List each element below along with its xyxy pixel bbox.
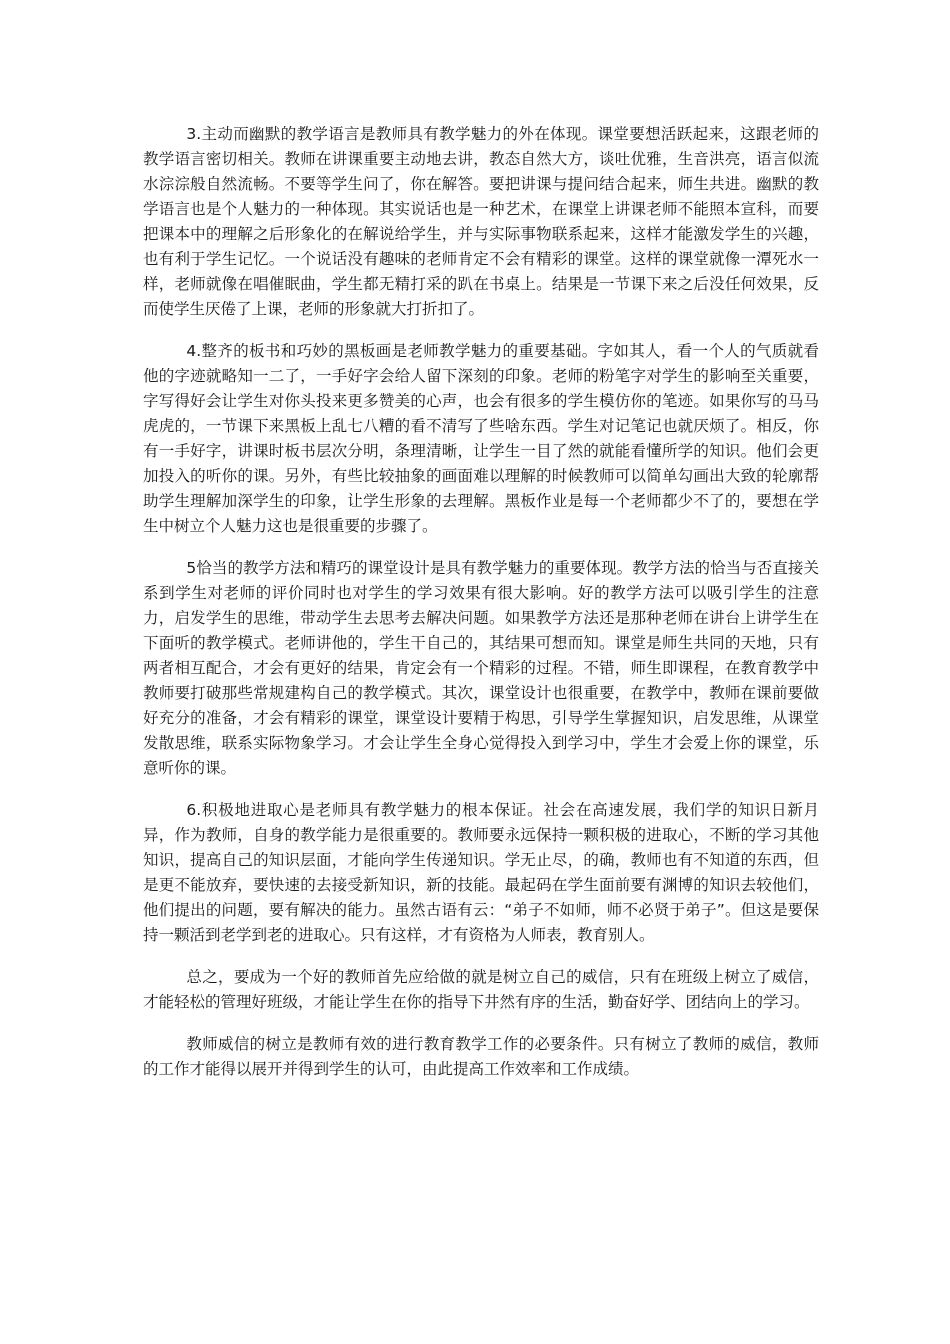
paragraph-5-teaching-methods: 5恰当的教学方法和精巧的课堂设计是具有教学魅力的重要体现。教学方法的恰当与否直接关系到学生对老师的评价同时也对学生的学习效果有很大影响。好的教学方法可以吸引学生的注意力，启发学生的思维，带动学生去思考去解决问题。如果教学方法还是那种老师在讲台上讲学生在下面听的教学模式。老师讲他的，学生干自己的，其结果可想而知。课堂是师生共同的天地，只有两者相互配合，才会有更好的结果，肯定会有一个精彩的过程。不错，师生即课程，在教育教学中教师要打破那些常规建构自己的教学模式。其次，课堂设计也很重要，在教学中，教师在课前要做好充分的准备，才会有精彩的课堂，课堂设计要精于构思，引导学生掌握知识，启发思维，从课堂发散思维，联系实际物象学习。才会让学生全身心觉得投入到学习中，学生才会爱上你的课堂，乐意听你的课。 <box>143 559 819 777</box>
paragraph-4-blackboard-writing: 4.整齐的板书和巧妙的黑板画是老师教学魅力的重要基础。字如其人，看一个人的气质就看他的字迹就略知一二了，一手好字会给人留下深刻的印象。老师的粉笔字对学生的影响至关重要，字写得好会让学生对你头投来更多赞美的心声，也会有很多的学生模仿你的笔迹。如果你写的马马虎虎的，一节课下来黑板上乱七八糟的看不清写了些啥东西。学生对记笔记也就厌烦了。相反，你有一手好字，讲课时板书层次分明，条理清晰，让学生一目了然的就能看懂所学的知识。他们会更加投入的听你的课。另外，有些比较抽象的画面难以理解的时候教师可以简单勾画出大致的轮廓帮助学生理解加深学生的印象，让学生形象的去理解。黑板作业是每一个老师都少不了的，要想在学生中树立个人魅力这也是很重要的步骤了。 <box>143 342 819 535</box>
paragraph-summary: 总之，要成为一个好的教师首先应给做的就是树立自己的威信，只有在班级上树立了威信，才能轻松的管理好班级，才能让学生在你的指导下井然有序的生活，勤奋好学、团结向上的学习。 <box>143 968 819 1011</box>
paragraph-3-teaching-language: 3.主动而幽默的教学语言是教师具有教学魅力的外在体现。课堂要想活跃起来，这跟老师的教学语言密切相关。教师在讲课重要主动地去讲，教态自然大方，谈吐优雅，生音洪亮，语言似流水淙淙般自然流畅。不要等学生问了，你在解答。要把讲课与提问结合起来，师生共进。幽默的教学语言也是个人魅力的一种体现。其实说话也是一种艺术，在课堂上讲课老师不能照本宣科，而要把课本中的理解之后形象化的在解说给学生，并与实际事物联系起来，这样才能激发学生的兴趣，也有利于学生记忆。一个说话没有趣味的老师肯定不会有精彩的课堂。这样的课堂就像一潭死水一样，老师就像在唱催眠曲，学生都无精打采的趴在书桌上。结果是一节课下来之后没任何效果，反而使学生厌倦了上课，老师的形象就大打折扣了。 <box>143 125 819 318</box>
document-body <box>143 122 819 1099</box>
paragraph-6-enterprising-spirit: 6.积极地进取心是老师具有教学魅力的根本保证。社会在高速发展，我们学的知识日新月异，作为教师，自身的教学能力是很重要的。教师要永远保持一颗积极的进取心，不断的学习其他知识，提高自己的知识层面，才能向学生传递知识。学无止尽，的确，教师也有不知道的东西，但是更不能放弃，要快速的去接受新知识，新的技能。最起码在学生面前要有渊博的知识去较他们，他们提出的问题，要有解决的能力。虽然古语有云：“弟子不如师，师不必贤于弟子”。但这是要保持一颗活到老学到老的进取心。只有这样，才有资格为人师表，教育别人。 <box>143 801 819 944</box>
paragraph-conclusion: 教师威信的树立是教师有效的进行教育教学工作的必要条件。只有树立了教师的威信，教师的工作才能得以展开并得到学生的认可，由此提高工作效率和工作成绩。 <box>143 1035 819 1078</box>
